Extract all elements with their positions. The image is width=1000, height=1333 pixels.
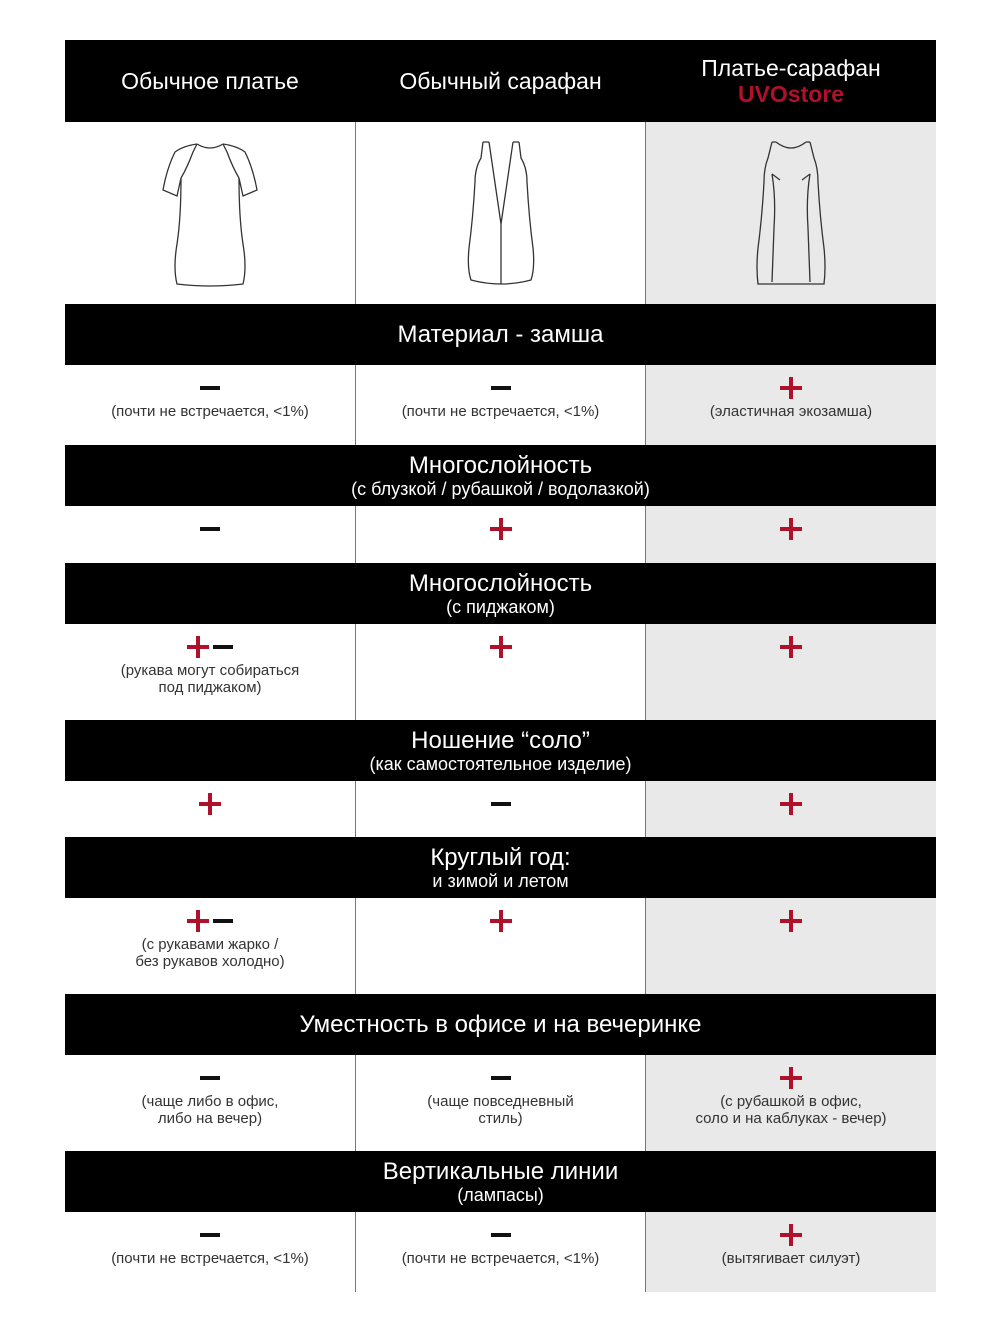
section-title: Ношение “соло”	[411, 726, 590, 754]
plus-icon	[199, 793, 221, 815]
section-subtitle: (с пиджаком)	[446, 596, 555, 617]
values-row	[65, 1212, 936, 1292]
minus-icon	[491, 1233, 511, 1237]
plus-icon	[780, 910, 802, 932]
value-cell	[355, 1055, 646, 1151]
value-cell	[355, 781, 646, 837]
value-cell	[65, 1212, 355, 1292]
header-col-regular-sarafan	[355, 40, 646, 122]
section-band-solo	[65, 720, 936, 781]
plus-icon	[490, 636, 512, 658]
value-cell	[65, 898, 355, 994]
minus-icon	[200, 1233, 220, 1237]
value-cell	[65, 506, 355, 563]
image-cell	[355, 122, 646, 304]
minus-icon	[491, 386, 511, 390]
minus-icon	[213, 645, 233, 649]
minus-icon	[200, 386, 220, 390]
plus-icon	[780, 377, 802, 399]
section-subtitle: и зимой и летом	[432, 870, 569, 891]
plus-icon	[187, 636, 209, 658]
section-title: Многослойность	[408, 451, 593, 479]
plus-icon	[490, 518, 512, 540]
value-note: (почти не встречается, <1%)	[111, 403, 309, 420]
value-cell	[646, 624, 936, 720]
value-note: (вытягивает силуэт)	[721, 1250, 861, 1267]
values-row	[65, 624, 936, 720]
comparison-table	[65, 40, 936, 1292]
minus-icon	[213, 919, 233, 923]
values-row	[65, 1055, 936, 1151]
value-cell	[355, 506, 646, 563]
section-subtitle: (с блузкой / рубашкой / водолазкой)	[351, 478, 650, 499]
value-cell	[646, 898, 936, 994]
header-col-label: Обычное платье	[121, 68, 299, 94]
section-band-layering-jacket	[65, 563, 936, 624]
minus-icon	[491, 1076, 511, 1080]
value-cell	[355, 624, 646, 720]
value-cell	[646, 1212, 936, 1292]
values-row	[65, 898, 936, 994]
plus-icon	[780, 1067, 802, 1089]
section-title: Круглый год:	[430, 843, 571, 871]
images-row	[65, 122, 936, 304]
sarafan-sketch-icon	[451, 138, 551, 288]
values-row	[65, 781, 936, 837]
plus-icon	[780, 1224, 802, 1246]
section-band-layering-blouse	[65, 445, 936, 506]
value-cell	[65, 781, 355, 837]
value-cell	[646, 781, 936, 837]
section-subtitle: (лампасы)	[457, 1184, 544, 1205]
value-note: (чаще либо в офис, либо на вечер)	[141, 1093, 279, 1127]
minus-icon	[491, 802, 511, 806]
value-cell	[355, 365, 646, 445]
value-cell	[65, 1055, 355, 1151]
value-note: (почти не встречается, <1%)	[401, 403, 600, 420]
value-cell	[646, 365, 936, 445]
plus-icon	[780, 636, 802, 658]
plus-icon	[780, 518, 802, 540]
image-cell	[65, 122, 355, 304]
value-cell	[355, 898, 646, 994]
section-title: Многослойность	[408, 569, 593, 597]
section-title: Уместность в офисе и на вечеринке	[299, 1010, 702, 1038]
value-note: (с рубашкой в офис, соло и на каблуках - вечер)	[695, 1093, 887, 1127]
minus-icon	[200, 527, 220, 531]
value-cell	[646, 506, 936, 563]
values-row	[65, 365, 936, 445]
value-cell	[355, 1212, 646, 1292]
brand-name: UVOstore	[737, 81, 845, 107]
minus-icon	[200, 1076, 220, 1080]
section-subtitle: (как самостоятельное изделие)	[369, 753, 632, 774]
section-title: Материал - замша	[397, 320, 604, 348]
value-note: (почти не встречается, <1%)	[401, 1250, 600, 1267]
dress-sarafan-sketch-icon	[746, 138, 836, 288]
header-col-label: Платье-сарафан	[701, 55, 881, 81]
value-cell	[65, 624, 355, 720]
image-cell	[646, 122, 936, 304]
section-band-vertical-lines	[65, 1151, 936, 1212]
table-header	[65, 40, 936, 122]
header-col-label: Обычный сарафан	[399, 68, 602, 94]
dress-sketch-icon	[155, 138, 265, 288]
header-col-dress-sarafan	[646, 40, 936, 122]
value-note: (почти не встречается, <1%)	[111, 1250, 309, 1267]
value-cell	[65, 365, 355, 445]
section-band-material	[65, 304, 936, 365]
plus-icon	[187, 910, 209, 932]
header-col-regular-dress	[65, 40, 355, 122]
value-note: (рукава могут собираться под пиджаком)	[120, 662, 300, 696]
section-band-all-year	[65, 837, 936, 898]
value-note: (чаще повседневный стиль)	[427, 1093, 574, 1127]
section-title: Вертикальные линии	[382, 1157, 619, 1185]
plus-icon	[490, 910, 512, 932]
plus-icon	[780, 793, 802, 815]
value-cell	[646, 1055, 936, 1151]
section-band-office-party	[65, 994, 936, 1055]
value-note: (с рукавами жарко / без рукавов холодно)	[135, 936, 285, 970]
values-row	[65, 506, 936, 563]
value-note: (эластичная экозамша)	[709, 403, 873, 420]
